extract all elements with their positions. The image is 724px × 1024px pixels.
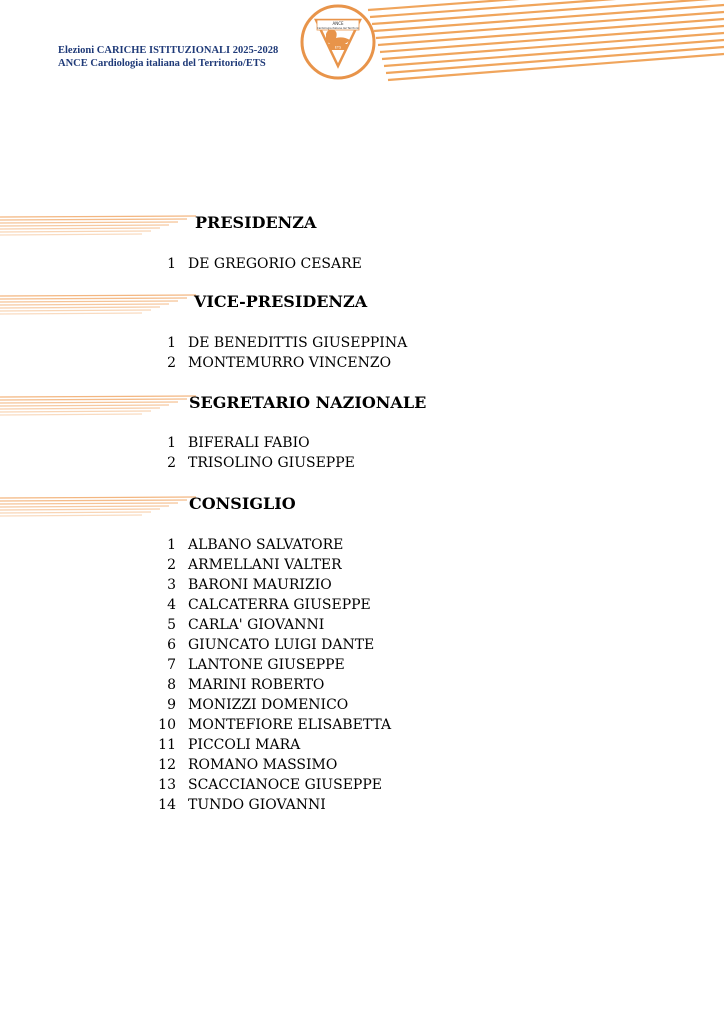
- header-line-2: ANCE Cardiologia italiana del Territorio/ETS: [58, 58, 266, 69]
- section-stripe-line: [0, 506, 169, 507]
- list-item: 4 CALCATERRA GIUSEPPE: [167, 597, 371, 613]
- section-stripe-line: [0, 298, 187, 299]
- section-stripe-line: [0, 512, 151, 513]
- list-item: 11 PICCOLI MARA: [158, 737, 301, 753]
- section-stripe-vice-presidenza: [0, 293, 200, 317]
- section-stripe-line: [0, 408, 160, 409]
- list-item: 1 DE BENEDITTIS GIUSEPPINA: [167, 335, 408, 351]
- section-stripe-line: [0, 310, 151, 311]
- section-stripe-line: [0, 497, 196, 498]
- list-item: 13 SCACCIANOCE GIUSEPPE: [158, 777, 382, 793]
- logo-text-bottom: ETS: [334, 45, 342, 50]
- section-stripe-line: [0, 225, 169, 226]
- section-stripe-presidenza: [0, 214, 200, 238]
- list-segretario-nazionale: [150, 433, 510, 473]
- document-header: [58, 44, 278, 70]
- header-stripe: [378, 19, 724, 45]
- section-stripe-line: [0, 301, 178, 302]
- list-item: 12 ROMANO MASSIMO: [158, 757, 338, 773]
- list-consiglio: [150, 535, 510, 815]
- section-title-segretario-nazionale: SEGRETARIO NAZIONALE: [189, 393, 427, 412]
- section-stripe-line: [0, 307, 160, 308]
- section-title-presidenza: PRESIDENZA: [195, 213, 317, 232]
- list-item: 5 CARLA' GIOVANNI: [167, 617, 325, 633]
- header-stripe: [376, 12, 724, 38]
- logo-text-top: ANCE: [332, 21, 344, 26]
- section-stripe-line: [0, 405, 169, 406]
- section-stripe-line: [0, 414, 142, 415]
- section-stripe-line: [0, 500, 187, 501]
- section-stripe-line: [0, 228, 160, 229]
- list-item: 9 MONIZZI DOMENICO: [167, 697, 349, 713]
- header-stripe: [388, 54, 724, 80]
- section-stripe-line: [0, 219, 187, 220]
- section-stripe-line: [0, 509, 160, 510]
- list-item: 8 MARINI ROBERTO: [167, 677, 325, 693]
- list-item: 1 ALBANO SALVATORE: [167, 537, 344, 553]
- section-stripe-line: [0, 295, 196, 296]
- header-stripe: [386, 47, 724, 73]
- section-title-vice-presidenza: VICE-PRESIDENZA: [194, 292, 368, 311]
- section-stripe-line: [0, 304, 169, 305]
- list-item: 10 MONTEFIORE ELISABETTA: [158, 717, 392, 733]
- section-stripe-line: [0, 396, 196, 397]
- section-stripe-line: [0, 503, 178, 504]
- list-item: 2 MONTEMURRO VINCENZO: [167, 355, 392, 371]
- list-item: 2 TRISOLINO GIUSEPPE: [167, 455, 355, 471]
- section-stripe-line: [0, 399, 187, 400]
- list-item: 7 LANTONE GIUSEPPE: [167, 657, 345, 673]
- section-stripe-line: [0, 231, 151, 232]
- section-stripe-line: [0, 402, 178, 403]
- list-item: 14 TUNDO GIOVANNI: [158, 797, 326, 813]
- logo-text-mid: Cardiologia italiana del Territorio: [316, 27, 360, 30]
- section-stripe-line: [0, 313, 142, 314]
- section-stripe-line: [0, 411, 151, 412]
- section-stripe-line: [0, 234, 142, 235]
- header-decorative-stripes: [360, 0, 724, 82]
- section-stripe-line: [0, 216, 196, 217]
- header-stripe: [384, 40, 724, 66]
- list-vice-presidenza: [150, 333, 510, 373]
- section-stripe-consiglio: [0, 495, 200, 519]
- header-line-1: Elezioni CARICHE ISTITUZIONALI 2025-2028: [58, 45, 279, 56]
- section-stripe-segretario-nazionale: [0, 394, 200, 418]
- header-stripe: [380, 26, 724, 52]
- section-stripe-line: [0, 222, 178, 223]
- section-stripe-line: [0, 515, 142, 516]
- list-item: 2 ARMELLANI VALTER: [167, 557, 342, 573]
- section-title-consiglio: CONSIGLIO: [189, 494, 296, 513]
- header-stripe: [382, 33, 724, 59]
- list-item: 1 DE GREGORIO CESARE: [167, 256, 362, 272]
- list-item: 3 BARONI MAURIZIO: [167, 577, 332, 593]
- list-item: 6 GIUNCATO LUIGI DANTE: [167, 637, 375, 653]
- list-item: 1 BIFERALI FABIO: [167, 435, 310, 451]
- list-presidenza: [150, 254, 510, 274]
- header-stripe: [374, 5, 724, 31]
